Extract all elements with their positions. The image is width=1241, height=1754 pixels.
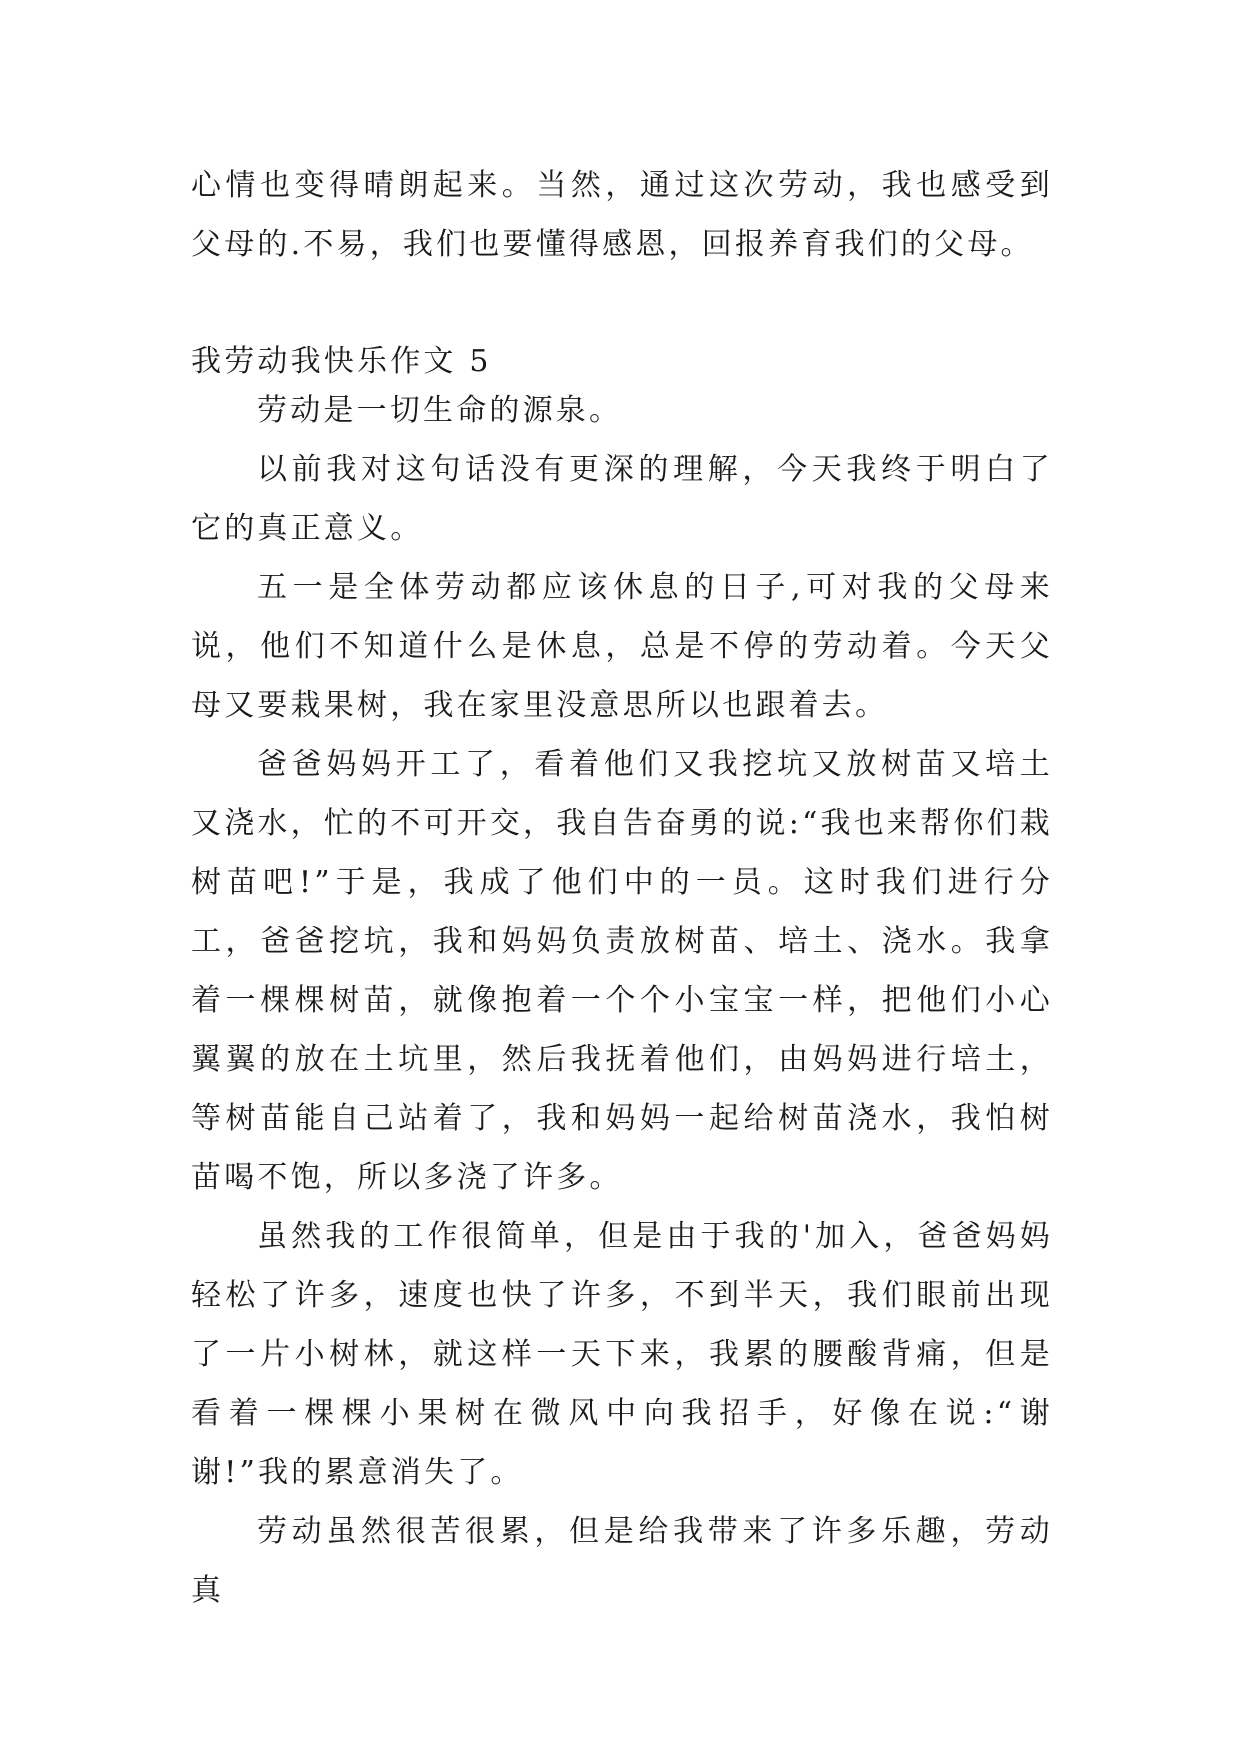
section-title-text: 我劳动我快乐作文 5 (191, 344, 492, 379)
paragraph-3: 五一是全体劳动都应该休息的日子,可对我的父母来说，他们不知道什么是休息，总是不停的劳动着。今天父母又要栽果树，我在家里没意思所以也跟着去。 (191, 570, 1053, 723)
continuation-paragraph (191, 156, 1053, 274)
paragraph-4: 爸爸妈妈开工了，看着他们又我挖坑又放树苗又培土又浇水，忙的不可开交，我自告奋勇的说:“我也来帮你们栽树苗吧!”于是，我成了他们中的一员。这时我们进行分工，爸爸挖坑，我和妈妈负责放树苗、培土、浇水。我拿着一棵棵树苗，就像抱着一个个小宝宝一样，把他们小心翼翼的放在土坑里，然后我抚着他们，由妈妈进行培土，等树苗能自己站着了，我和妈妈一起给树苗浇水，我怕树苗喝不饱，所以多浇了许多。 (191, 747, 1053, 1195)
paragraph-text: 心情也变得晴朗起来。当然，通过这次劳动，我也感受到父母的.不易，我们也要懂得感恩，回报养育我们的父母。 (191, 168, 1053, 262)
paragraph-1: 劳动是一切生命的源泉。 (257, 393, 623, 428)
paragraph-6: 劳动虽然很苦很累，但是给我带来了许多乐趣，劳动真 (191, 1514, 1053, 1608)
paragraph-5: 虽然我的工作很简单，但是由于我的'加入，爸爸妈妈轻松了许多，速度也快了许多，不到半天，我们眼前出现了一片小树林，就这样一天下来，我累的腰酸背痛，但是看着一棵棵小果树在微风中向我招手，好像在说:“谢谢!”我的累意消失了。 (191, 1219, 1053, 1490)
paragraph-2: 以前我对这句话没有更深的理解，今天我终于明白了它的真正意义。 (191, 452, 1053, 546)
essay-body (191, 381, 1053, 1620)
